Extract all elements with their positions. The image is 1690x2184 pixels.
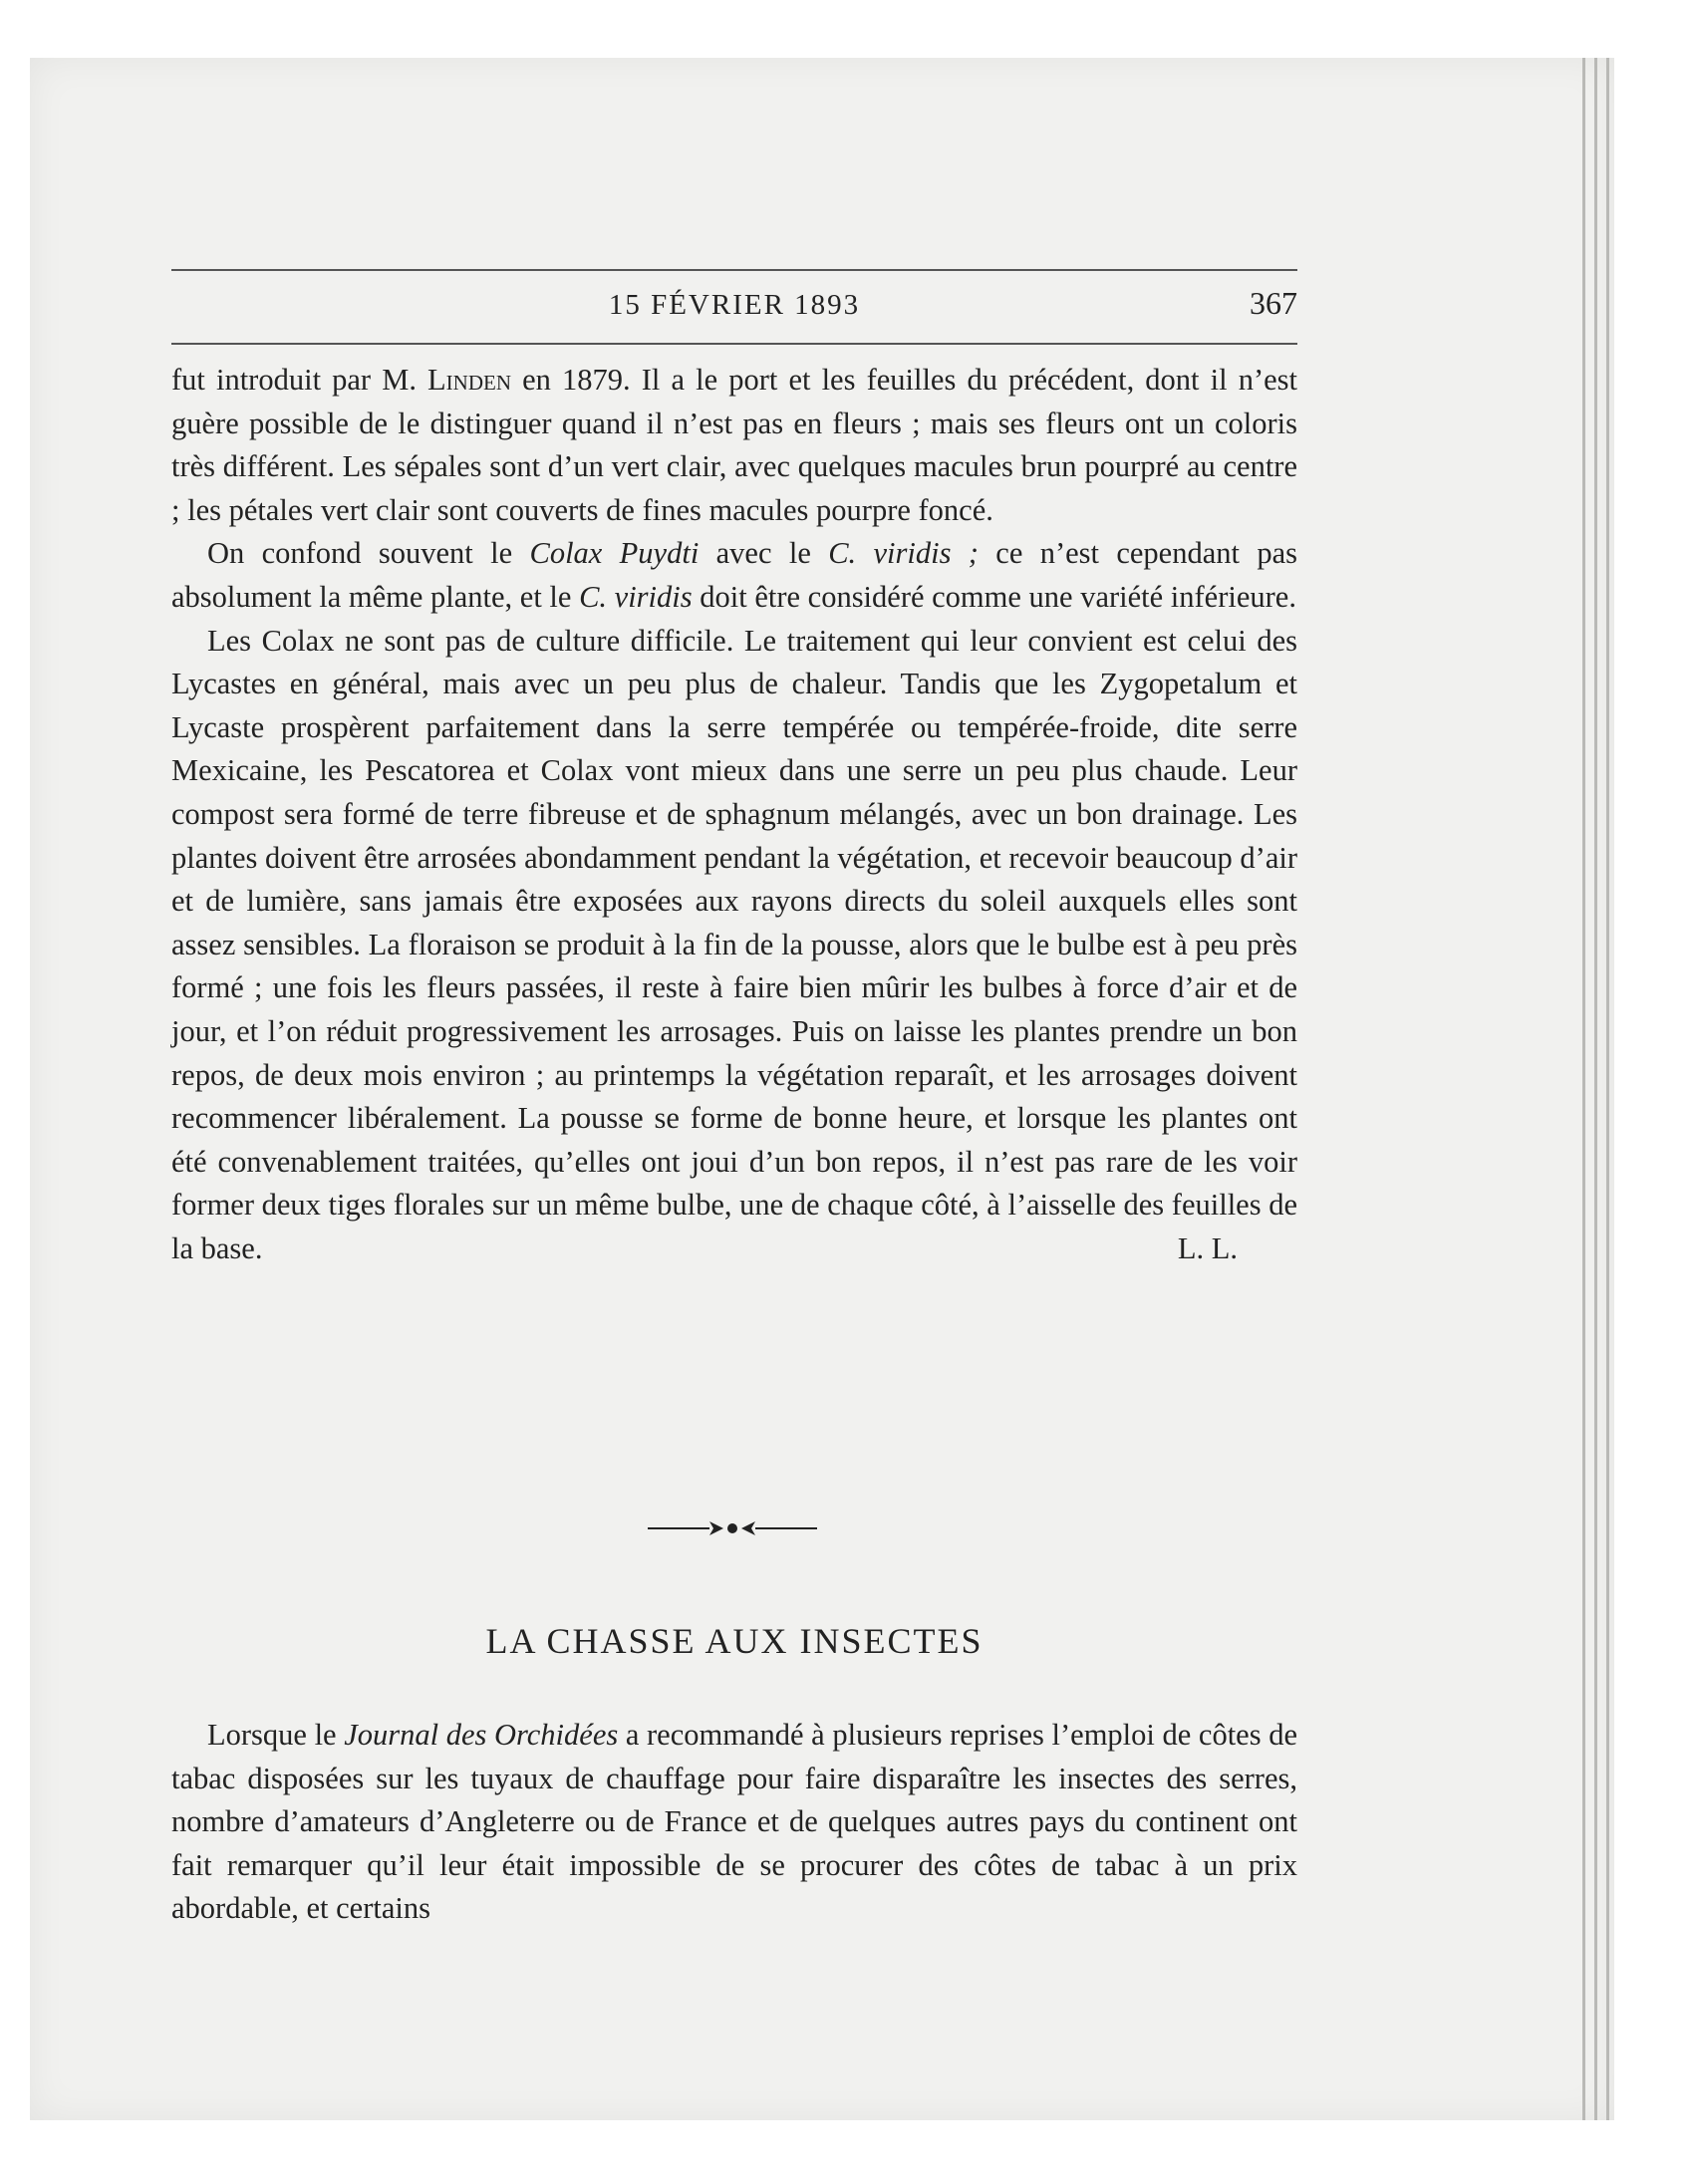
page-edge — [1606, 58, 1609, 2120]
paragraph — [171, 359, 1297, 532]
page-number: 367 — [1250, 285, 1297, 321]
species-name: C. viridis — [579, 579, 693, 614]
section-body — [171, 1714, 1297, 1931]
text-run: Les Colax ne sont pas de culture difficile. Le traitement qui leur convient est celui des Lycastes en général, mais avec un peu plus de chaleur. Tandis que les Zygopetalum et Lycaste prospèrent parfaitement dans la serre tempérée ou tempérée-froide, dite serre Mexicaine, les Pescatorea et Colax vont mieux dans une serre un peu plus chaude. Leur compost sera formé de terre fibreuse et de sphagnum mélangés, avec un bon drainage. Les plantes doivent être arrosées abondamment pendant la végétation, et recevoir beaucoup d’air et de lumière, sans jamais être exposées aux rayons directs du soleil auxquels elles sont assez sensibles. La floraison se produit à la fin de la pousse, alors que le bulbe est à peu près formé ; une fois les fleurs passées, il reste à faire bien mûrir les bulbes à force d’air et de jour, et l’on réduit progressivement les arrosages. Puis on laisse les plantes prendre un bon repos, de deux mois environ ; au printemps la végétation reparaît, et les arrosages doivent recommencer libéralement. La pousse se forme de bonne heure, et lorsque les plantes ont été convenablement traitées, qu’elles ont joui d’un bon repos, il n’est pas rare de les voir former deux tiges florales sur un même bulbe, une de chaque côté, à l’aisselle des feuilles de la base. — [171, 623, 1297, 1265]
text-run: On confond souvent le — [207, 536, 530, 571]
page-edge — [1594, 58, 1597, 2120]
signature: L. L. — [1177, 1230, 1238, 1265]
text-run: Lorsque le — [207, 1718, 345, 1752]
section-title: LA CHASSE AUX INSECTES — [485, 1621, 984, 1661]
species-name: C. viridis ; — [828, 536, 979, 571]
article-body — [171, 359, 1297, 1270]
paragraph — [171, 620, 1297, 1271]
arrow-dot-ornament-icon — [648, 1518, 817, 1538]
text-run: ce n’est cependant pas absolument la même plante, et le — [171, 536, 1297, 614]
text-run: a recommandé à plusieurs reprises l’emploi de côtes de tabac disposées sur les tuyaux de chauffage pour faire disparaître les insectes des serres, nombre d’amateurs d’Angleterre ou de France et de quelques autres pays du continent ont fait remarquer qu’il leur était impossible de se procurer des côtes de tabac à un prix abordable, et certains — [171, 1718, 1298, 1926]
text-run: fut introduit par M. — [171, 363, 428, 397]
text-run: avec le — [699, 536, 829, 571]
journal-title: Journal des Orchidées — [344, 1718, 619, 1752]
running-header — [171, 269, 1297, 345]
person-name: Linden — [427, 363, 511, 397]
text-run: doit être considéré comme une variété inférieure. — [692, 579, 1296, 614]
page-edge — [1582, 58, 1585, 2120]
paragraph — [171, 532, 1297, 619]
paragraph — [171, 1714, 1297, 1931]
header-date: 15 FÉVRIER 1893 — [608, 289, 861, 321]
text-run: en 1879. Il a le port et les feuilles du précédent, dont il n’est guère possible de le distinguer quand il n’est pas en fleurs ; mais ses fleurs ont un coloris très différent. Les sépales sont d’un vert clair, avec quelques macules brun pourpré au centre ; les pétales vert clair sont couverts de fines macules pourpre foncé. — [171, 363, 1297, 527]
species-name: Colax Puydti — [529, 536, 700, 571]
